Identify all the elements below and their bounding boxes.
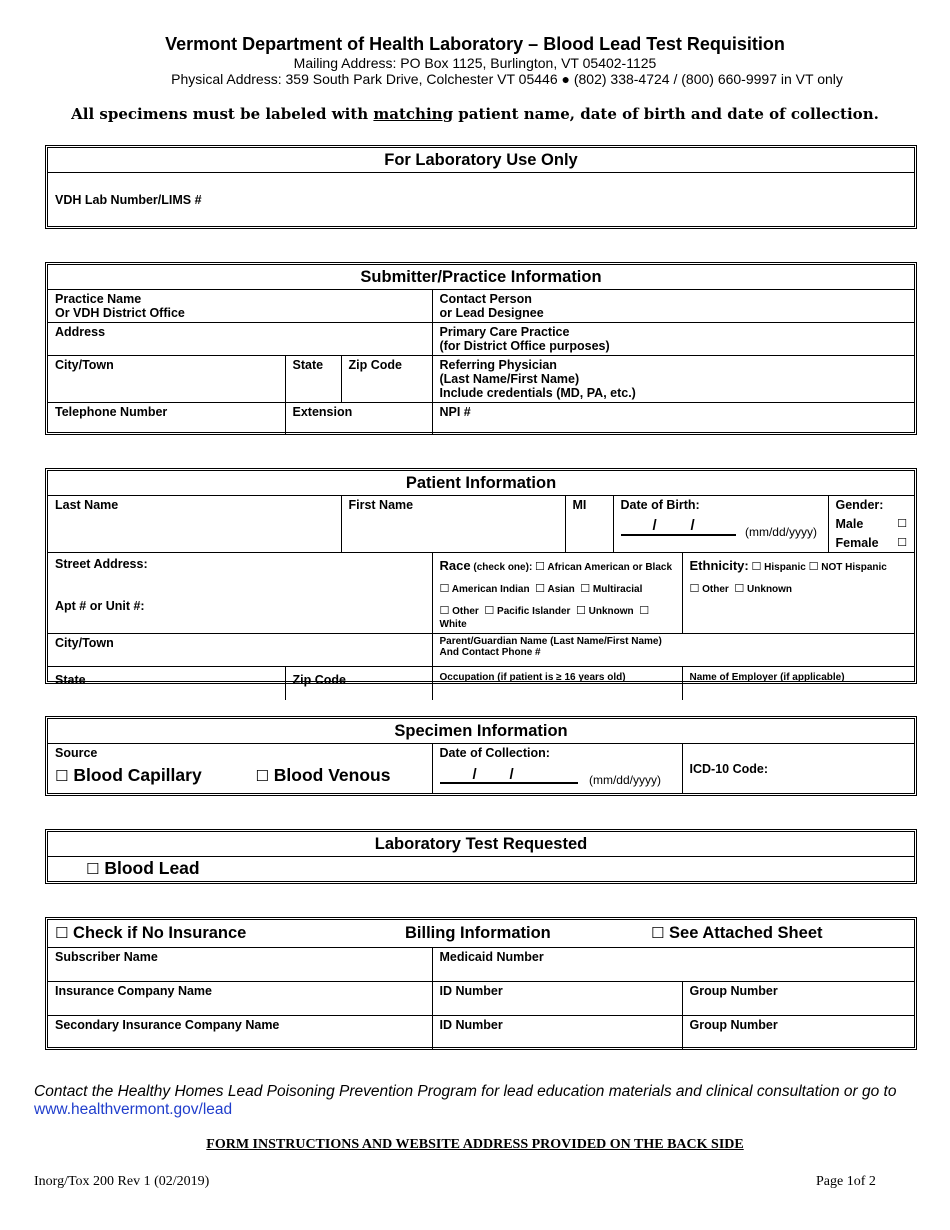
referring-label: Referring Physician	[439, 357, 557, 372]
billing-section	[45, 917, 917, 1050]
id-number-label: ID Number	[439, 983, 503, 998]
mailing-address: Mailing Address: PO Box 1125, Burlington, VT 05402-1125	[293, 55, 657, 71]
billing-header	[48, 920, 914, 947]
warning-text-pre: All specimens must be labeled with	[71, 105, 374, 123]
insurance-company-field[interactable]	[48, 981, 432, 1015]
id-number-field[interactable]	[432, 981, 682, 1015]
submitter-zip-field[interactable]	[341, 355, 432, 402]
blood-lead-label: Blood Lead	[104, 858, 200, 879]
patient-state-field[interactable]	[48, 666, 285, 700]
venous-label: Blood Venous	[273, 764, 391, 785]
warning-text-matching: matching	[373, 105, 454, 123]
guardian-field[interactable]	[432, 633, 914, 666]
eth-not-hispanic-label: NOT Hispanic	[821, 561, 887, 573]
last-name-field[interactable]	[48, 495, 341, 552]
submitter-zip-label: Zip Code	[348, 357, 402, 372]
employer-label: Name of Employer (if applicable)	[689, 671, 845, 683]
blood-lead-option	[48, 856, 914, 881]
race-asian-label: Asian	[547, 583, 575, 595]
secondary-group-number-field[interactable]	[682, 1015, 914, 1049]
lims-number-field[interactable]	[48, 172, 914, 227]
occupation-label: Occupation (if patient is ≥ 16 years old)	[439, 671, 626, 683]
practice-name-label: Practice Name	[55, 291, 142, 306]
subscriber-label: Subscriber Name	[55, 949, 158, 964]
specimen-section	[45, 716, 917, 796]
specimen-title: Specimen Information	[48, 719, 914, 743]
street-address-label: Street Address:	[55, 556, 148, 571]
source-label: Source	[55, 745, 98, 760]
mi-field[interactable]	[565, 495, 613, 552]
secondary-group-number-label: Group Number	[689, 1017, 778, 1032]
collection-slash-1: /	[472, 765, 477, 783]
collection-date-label: Date of Collection:	[439, 745, 550, 760]
race-aa-label: African American or Black	[547, 561, 673, 573]
no-insurance-checkbox[interactable]: ☐	[55, 924, 69, 943]
first-name-field[interactable]	[341, 495, 565, 552]
race-unknown-label: Unknown	[588, 605, 634, 617]
lab-use-title: For Laboratory Use Only	[48, 148, 914, 172]
eth-unknown-checkbox[interactable]: ☐	[734, 581, 745, 595]
venous-checkbox[interactable]: ☐	[255, 766, 269, 785]
extension-label: Extension	[292, 404, 353, 419]
patient-section	[45, 468, 917, 687]
capillary-label: Blood Capillary	[73, 764, 202, 785]
guardian-label: Parent/Guardian Name (Last Name/First Name)	[439, 635, 662, 647]
telephone-label: Telephone Number	[55, 404, 168, 419]
source-field	[48, 743, 432, 794]
capillary-checkbox[interactable]: ☐	[55, 766, 69, 785]
male-checkbox[interactable]: ☐	[897, 516, 907, 530]
eth-unknown-label: Unknown	[747, 583, 793, 595]
last-name-label: Last Name	[55, 497, 119, 512]
form-revision: Inorg/Tox 200 Rev 1 (02/2019)	[34, 1174, 210, 1189]
icd-field[interactable]	[682, 743, 914, 794]
collection-date-format: (mm/dd/yyyy)	[588, 772, 661, 787]
mi-label: MI	[572, 497, 587, 512]
secondary-id-number-label: ID Number	[439, 1017, 503, 1032]
employer-field[interactable]	[682, 666, 914, 700]
race-aa-checkbox[interactable]: ☐	[535, 559, 545, 573]
address-field[interactable]	[48, 322, 432, 355]
first-name-label: First Name	[348, 497, 414, 512]
insurance-company-label: Insurance Company Name	[55, 983, 212, 998]
occupation-field[interactable]	[432, 666, 682, 700]
secondary-insurance-field[interactable]	[48, 1015, 432, 1049]
lab-use-section	[45, 145, 917, 229]
submitter-city-field[interactable]	[48, 355, 285, 402]
referring-sublabel: (Last Name/First Name)	[439, 371, 580, 386]
dob-label: Date of Birth:	[620, 497, 700, 512]
gender-field	[828, 495, 914, 552]
ethnicity-field	[682, 552, 914, 633]
referring-physician-field[interactable]	[432, 355, 914, 402]
patient-state-label: State	[55, 672, 86, 687]
extension-field[interactable]	[285, 402, 432, 435]
no-insurance-label: Check if No Insurance	[73, 924, 247, 943]
secondary-insurance-label: Secondary Insurance Company Name	[55, 1017, 280, 1032]
physical-address: Physical Address: 359 South Park Drive, Colchester VT 05446 ● (802) 338-4724 / (800) 660-9997 in VT only	[171, 71, 843, 87]
website-link[interactable]: www.healthvermont.gov/lead	[34, 1101, 233, 1118]
dob-slash-2: /	[690, 516, 695, 534]
race-other-checkbox[interactable]: ☐	[439, 603, 450, 617]
group-number-label: Group Number	[689, 983, 778, 998]
npi-field[interactable]	[432, 402, 914, 435]
race-other-label: Other	[452, 605, 479, 617]
patient-zip-field[interactable]	[285, 666, 432, 700]
primary-care-label: Primary Care Practice	[439, 324, 570, 339]
dob-line	[621, 516, 736, 536]
collection-date-field[interactable]	[432, 743, 682, 794]
guardian-sublabel: And Contact Phone #	[439, 646, 541, 658]
race-unknown-checkbox[interactable]: ☐	[575, 603, 586, 617]
race-field: Race (check one): ☐ African American or Black ☐ American Indian ☐ Asian ☐ Multiracial ☐ Other ☐ Pacific Islander ☐ Unknown ☐ White	[432, 552, 682, 633]
submitter-state-label: State	[292, 357, 324, 372]
group-number-field[interactable]	[682, 981, 914, 1015]
npi-label: NPI #	[439, 404, 471, 419]
race-white-checkbox[interactable]: ☐	[639, 603, 650, 617]
patient-city-label: City/Town	[55, 635, 114, 650]
test-requested-title: Laboratory Test Requested	[48, 832, 914, 856]
female-label: Female	[835, 535, 879, 550]
lims-label: VDH Lab Number/LIMS #	[55, 192, 202, 207]
primary-care-sublabel: (for District Office purposes)	[439, 338, 610, 353]
icd-label: ICD-10 Code:	[689, 761, 768, 776]
eth-hispanic-checkbox[interactable]: ☐	[751, 559, 762, 573]
race-multi-checkbox[interactable]: ☐	[580, 581, 591, 595]
practice-name-sublabel: Or VDH District Office	[55, 305, 185, 320]
race-pi-checkbox[interactable]: ☐	[484, 603, 495, 617]
eth-hispanic-label: Hispanic	[764, 561, 806, 573]
form-title: Vermont Department of Health Laboratory – Blood Lead Test Requisition	[165, 34, 785, 54]
practice-name-field[interactable]	[48, 289, 432, 322]
contact-person-field[interactable]	[432, 289, 914, 322]
billing-title: Billing Information	[405, 924, 551, 942]
medicaid-label: Medicaid Number	[439, 949, 544, 964]
dob-slash-1: /	[652, 516, 657, 534]
referring-credentials: Include credentials (MD, PA, etc.)	[439, 385, 636, 400]
contact-sublabel: or Lead Designee	[439, 305, 544, 320]
patient-zip-label: Zip Code	[292, 672, 346, 687]
blood-lead-checkbox[interactable]: ☐	[86, 860, 100, 879]
address-label: Address	[55, 324, 106, 339]
contact-note: Contact the Healthy Homes Lead Poisoning Prevention Program for lead education materials and clinical consultation or go to	[34, 1083, 897, 1100]
contact-label: Contact Person	[439, 291, 532, 306]
race-ai-checkbox[interactable]: ☐	[439, 581, 450, 595]
dob-field[interactable]	[613, 495, 828, 552]
collection-slash-2: /	[509, 765, 514, 783]
submitter-title: Submitter/Practice Information	[48, 265, 914, 289]
eth-not-hispanic-checkbox[interactable]: ☐	[808, 559, 819, 573]
eth-other-checkbox[interactable]: ☐	[689, 581, 700, 595]
patient-title: Patient Information	[48, 471, 914, 495]
submitter-city-label: City/Town	[55, 357, 114, 372]
street-address-field[interactable]	[48, 552, 432, 633]
submitter-state-field[interactable]	[285, 355, 341, 402]
race-asian-checkbox[interactable]: ☐	[535, 581, 546, 595]
submitter-section	[45, 262, 917, 435]
attached-label: See Attached Sheet	[669, 924, 823, 942]
male-label: Male	[835, 516, 864, 531]
primary-care-field[interactable]	[432, 322, 914, 355]
dob-format: (mm/dd/yyyy)	[744, 524, 817, 539]
race-multi-label: Multiracial	[592, 583, 643, 595]
labeling-warning	[0, 105, 950, 123]
eth-other-label: Other	[702, 583, 729, 595]
telephone-field[interactable]	[48, 402, 285, 435]
race-note: (check one)	[473, 561, 529, 573]
race-label: Race	[439, 557, 471, 573]
instructions-note: FORM INSTRUCTIONS AND WEBSITE ADDRESS PROVIDED ON THE BACK SIDE	[206, 1137, 744, 1152]
gender-label: Gender:	[835, 497, 884, 512]
apt-label: Apt # or Unit #:	[55, 598, 145, 613]
ethnicity-label: Ethnicity:	[689, 557, 749, 573]
secondary-id-number-field[interactable]	[432, 1015, 682, 1049]
collection-date-line	[440, 765, 578, 784]
warning-text-post: patient name, date of birth and date of collection.	[453, 105, 879, 123]
race-pi-label: Pacific Islander	[497, 605, 571, 617]
patient-city-field[interactable]	[48, 633, 432, 666]
attached-checkbox[interactable]: ☐	[651, 924, 665, 942]
subscriber-field[interactable]	[48, 947, 432, 981]
race-white-label: White	[439, 618, 467, 630]
page-number: Page 1of 2	[816, 1174, 876, 1189]
race-ai-label: American Indian	[451, 583, 530, 595]
medicaid-field[interactable]	[432, 947, 914, 981]
test-requested-section	[45, 829, 917, 884]
female-checkbox[interactable]: ☐	[897, 535, 907, 549]
